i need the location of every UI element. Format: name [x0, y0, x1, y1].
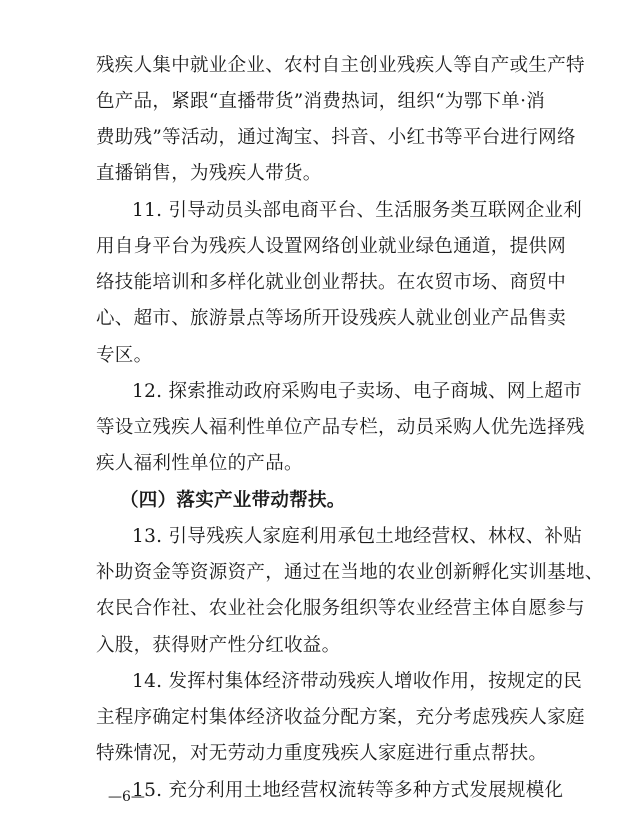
- body-line: 特殊情况，对无劳动力重度残疾人家庭进行重点帮扶。: [96, 743, 548, 764]
- paragraph-first-line: 13. 引导残疾人家庭利用承包土地经营权、林权、补贴: [132, 526, 583, 547]
- body-line: 农民合作社、农业社会化服务组织等农业经营主体自愿参与: [96, 598, 585, 619]
- body-line: 主程序确定村集体经济收益分配方案，充分考虑残疾人家庭: [96, 707, 585, 728]
- body-line: 入股，获得财产性分红收益。: [96, 635, 341, 656]
- body-line: 心、超市、旅游景点等场所开设残疾人就业创业产品售卖: [96, 308, 567, 329]
- body-line: 费助残”等活动，通过淘宝、抖音、小红书等平台进行网络: [96, 127, 576, 148]
- page-number: —6—: [108, 789, 145, 805]
- paragraph-first-line: 12. 探索推动政府采购电子卖场、电子商城、网上超市: [132, 381, 583, 402]
- section-heading: （四）落实产业带动帮扶。: [120, 490, 346, 511]
- body-line: 补助资金等资源资产，通过在当地的农业创新孵化实训基地、: [96, 562, 604, 583]
- body-line: 直播销售，为残疾人带货。: [96, 163, 322, 184]
- body-line: 色产品，紧跟“直播带货”消费热词，组织“为鄂下单·消: [96, 91, 546, 112]
- paragraph-first-line: 11. 引导动员头部电商平台、生活服务类互联网企业利: [132, 200, 583, 221]
- body-line: 等设立残疾人福利性单位产品专栏，动员采购人优先选择残: [96, 417, 585, 438]
- body-line: 络技能培训和多样化就业创业帮扶。在农贸市场、商贸中: [96, 272, 567, 293]
- paragraph-first-line: 14. 发挥村集体经济带动残疾人增收作用，按规定的民: [132, 671, 583, 692]
- body-line: 用自身平台为残疾人设置网络创业就业绿色通道，提供网: [96, 236, 567, 257]
- body-line: 专区。: [96, 345, 153, 366]
- body-line: 疾人福利性单位的产品。: [96, 453, 303, 474]
- paragraph-first-line: 15. 充分利用土地经营权流转等多种方式发展规模化: [132, 780, 564, 801]
- body-line: 残疾人集中就业企业、农村自主创业残疾人等自产或生产特: [96, 55, 585, 76]
